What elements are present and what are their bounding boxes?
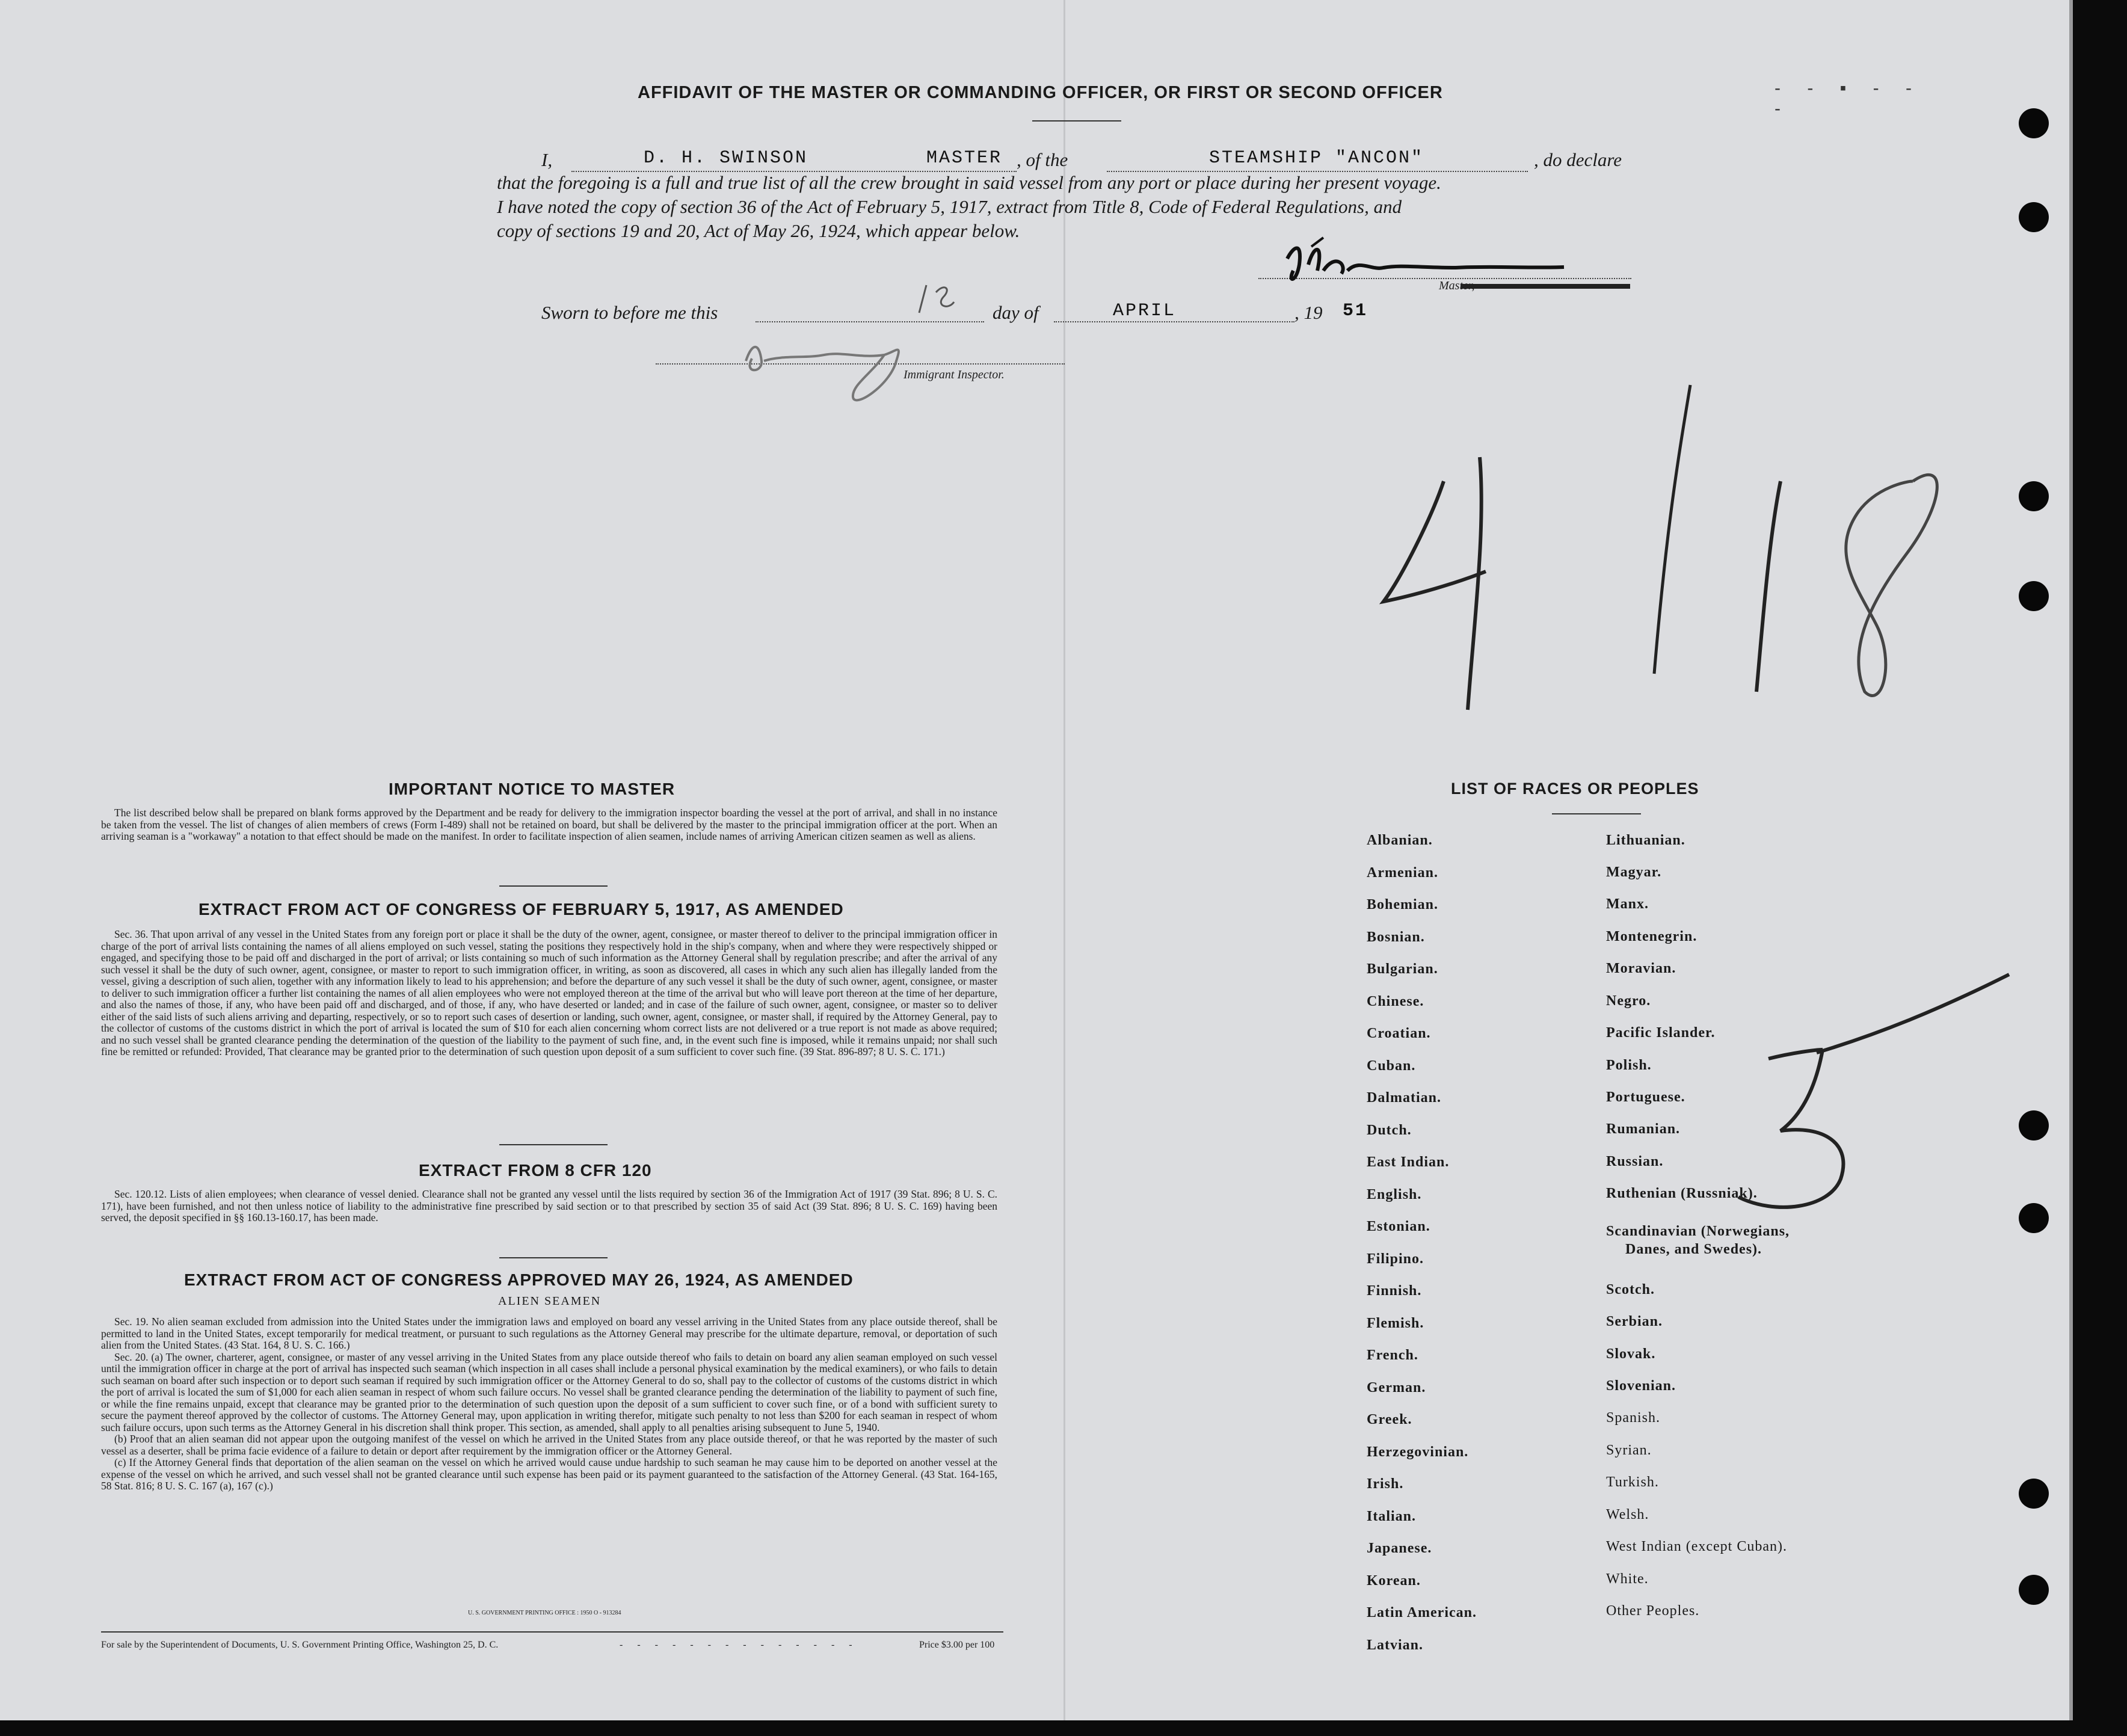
- race-item: Negro.: [1606, 993, 1651, 1009]
- footer-dashes: - - - - - - - - - - - - - -: [620, 1640, 858, 1650]
- extract-1917-title: EXTRACT FROM ACT OF CONGRESS OF FEBRUARY 5, 1917, AS AMENDED: [199, 900, 844, 919]
- sale-notice: For sale by the Superintendent of Documents, U. S. Government Printing Office, Washington 25, D. C.: [101, 1640, 499, 1650]
- sworn-year: 51: [1343, 301, 1368, 321]
- race-item: Montenegrin.: [1606, 929, 1698, 944]
- sworn-month: APRIL: [1113, 301, 1177, 321]
- race-item: Danes, and Swedes).: [1625, 1242, 1762, 1257]
- race-item: East Indian.: [1367, 1154, 1450, 1170]
- race-item: Croatian.: [1367, 1026, 1431, 1041]
- race-item: Polish.: [1606, 1057, 1652, 1073]
- notice-title: IMPORTANT NOTICE TO MASTER: [389, 780, 676, 798]
- race-item: Slovenian.: [1606, 1378, 1676, 1394]
- races-title: LIST OF RACES OR PEOPLES: [1451, 780, 1699, 798]
- race-item: West Indian (except Cuban).: [1606, 1539, 1787, 1554]
- race-item: Other Peoples.: [1606, 1603, 1700, 1619]
- sec-20b-paragraph: (b) Proof that an alien seaman did not appear upon the outgoing manifest of the vessel on which he arrived in the United States from any place outside thereof, or that he was reported by the master of such vessel as a deserter, shall be prima facie evidence of a failure to detain or deport after requirement by the immigration officer or the Attorney General.: [101, 1433, 997, 1457]
- inspector-label: Immigrant Inspector.: [903, 368, 1005, 381]
- handwritten-8: [1846, 475, 1938, 695]
- race-item: Herzegovinian.: [1367, 1444, 1469, 1460]
- decl-line-4: copy of sections 19 and 20, Act of May 26, 1924, which appear below.: [497, 220, 1020, 241]
- registration-marks: - - ▪ - - -: [1775, 78, 1922, 119]
- race-item: Dutch.: [1367, 1122, 1412, 1138]
- race-item: Estonian.: [1367, 1219, 1430, 1234]
- race-item: Ruthenian (Russniak).: [1606, 1186, 1758, 1201]
- race-item: Lithuanian.: [1606, 833, 1685, 848]
- race-item: Russian.: [1606, 1154, 1664, 1169]
- race-item: Armenian.: [1367, 864, 1438, 881]
- decl-do-declare: , do declare: [1534, 149, 1622, 170]
- notice-paragraph: The list described below shall be prepared on blank forms approved by the Department and be ready for delivery to the immigration inspector boarding the vessel at the port of arrival, and shall in no instance be taken from the vessel. The list of changes of alien members of crews (Form I-489) shall not be retained on board, but shall be delivered by the master to the principal immigration officer at the port. When an arriving seaman is a "workaway" a notation to that effect should be made on the manifest. In order to facilitate inspection of alien seamen, include names of arriving American citizen seamen as well as aliens.: [101, 807, 997, 842]
- race-item: French.: [1367, 1347, 1418, 1363]
- race-item: Moravian.: [1606, 961, 1676, 976]
- sec-20c-paragraph: (c) If the Attorney General finds that deportation of the alien seaman on the vessel on which he arrived would cause undue hardship to such seaman he may cause him to be deported on another vessel at the expense of the vessel on which he arrived, and such vessel shall not be granted clearance until such expense has been paid or its payment guaranteed to the satisfaction of the Attorney General. (43 Stat. 164-165, 58 Stat. 816; 8 U. S. C. 167 (a), 167 (c).): [101, 1456, 997, 1492]
- handwritten-4: [1384, 457, 1486, 710]
- race-item: Bosnian.: [1367, 929, 1425, 945]
- decl-line-2: that the foregoing is a full and true list of all the crew brought in said vessel from any port or place during her present voyage.: [497, 172, 1441, 193]
- signature-label: Master,: [1439, 279, 1475, 292]
- alien-seamen-subtitle: ALIEN SEAMEN: [498, 1294, 602, 1308]
- race-item: Cuban.: [1367, 1057, 1416, 1074]
- race-item: Manx.: [1606, 896, 1649, 912]
- race-item: Latin American.: [1367, 1605, 1477, 1621]
- handwritten-5: [1738, 974, 2009, 1207]
- gpo-imprint: U. S. GOVERNMENT PRINTING OFFICE : 1950 O - 913284: [468, 1610, 621, 1616]
- race-item: Italian.: [1367, 1508, 1417, 1524]
- race-item: Syrian.: [1606, 1442, 1652, 1458]
- extract-1917-paragraph: Sec. 36. That upon arrival of any vessel in the United States from any foreign port or place it shall be the duty of the owner, agent, consignee, or master thereof to deliver to the principal immigration officer in charge of the port of arrival lists containing the names of all aliens employed on such vessel, stating the positions they respectively hold in the ship's company, when and where they were respectively shipped or engaged, and specifying those to be paid off and discharged in the port of arrival; or lists containing so much of such information as the Attorney General shall by regulation prescribe; and after the arrival of any such vessel it shall be the duty of such owner, agent, consignee, or master to report to such immigration officer, in writing, as soon as discovered, all cases in which any such alien has illegally landed from the vessel, giving a description of such alien, together with any information likely to lead to his apprehension; and before the departure of any such vessel it shall be the duty of such owner, agent, consignee, or master to deliver to such immigration officer a further list containing the names of all alien employees who were not employed thereon at the time of the arrival but who will leave port thereon at the time of her departure, and also the names of those, if any, who have been paid off and discharged, and of those, if any, who have deserted or landed; and in case of the failure of such owner, agent, consignee, or master so to deliver either of the said lists of such aliens arriving and departing, respectively, or so to report such cases of desertion or landing, such owner, agent, consignee, or master shall, if required by the Attorney General, pay to the collector of customs of the customs district in which the port of arrival is located the sum of $10 for each alien concerning whom correct lists are not delivered or a true report is not made as above required; and no such vessel shall be granted clearance pending the determination of the question of the liability to the payment of such fine, and, in the event such fine is imposed, while it remains unpaid; nor shall such fine be remitted or refunded: Provided, That clearance may be granted prior to the determination of such question upon deposit of a sum sufficient to cover such fine. (39 Stat. 896-897; 8 U. S. C. 171.): [101, 928, 997, 1057]
- race-item: Bohemian.: [1367, 897, 1439, 913]
- race-item: English.: [1367, 1186, 1422, 1202]
- pen-mark: [1311, 238, 1323, 247]
- race-item: Welsh.: [1606, 1507, 1649, 1522]
- cfr-title: EXTRACT FROM 8 CFR 120: [419, 1161, 652, 1180]
- race-item: Turkish.: [1606, 1474, 1659, 1490]
- price: Price $3.00 per 100: [919, 1640, 995, 1650]
- race-item: Albanian.: [1367, 833, 1433, 848]
- extract-1924-title: EXTRACT FROM ACT OF CONGRESS APPROVED MAY 26, 1924, AS AMENDED: [184, 1270, 854, 1289]
- handwritten-1: [1756, 481, 1781, 692]
- decl-of-the: , of the: [1017, 149, 1068, 170]
- race-item: Finnish.: [1367, 1283, 1422, 1299]
- sworn-prefix: Sworn to before me this: [541, 302, 718, 323]
- race-item: White.: [1606, 1571, 1649, 1587]
- race-item: Greek.: [1367, 1412, 1412, 1427]
- affidavit-title: AFFIDAVIT OF THE MASTER OR COMMANDING OFFICER, OR FIRST OR SECOND OFFICER: [638, 83, 1443, 102]
- vessel-name: STEAMSHIP "ANCON": [1209, 148, 1424, 168]
- race-item: Filipino.: [1367, 1251, 1424, 1267]
- race-item: Japanese.: [1367, 1541, 1432, 1556]
- race-item: Chinese.: [1367, 993, 1424, 1009]
- race-item: Spanish.: [1606, 1410, 1661, 1426]
- race-item: Pacific Islander.: [1606, 1025, 1716, 1041]
- race-item: Slovak.: [1606, 1346, 1656, 1362]
- race-item: Dalmatian.: [1367, 1090, 1441, 1106]
- handwritten-slash: [1654, 385, 1690, 674]
- sec-20a-paragraph: Sec. 20. (a) The owner, charterer, agent, consignee, or master of any vessel arriving in the United States from any place outside thereof who fails to detain on board any alien seaman employed on such vessel until the immigration officer in charge at the port of arrival has inspected such seaman (which inspection in all cases shall include a personal physical examination by the medical examiners), or who fails to detain such seaman on board after such inspection or to deport such seaman if required by such immigration officer or the Attorney General to do so, shall pay to the collector of customs of the customs district in which the port of arrival is located the sum of $1,000 for each alien seaman in respect of whom such failure occurs. No vessel shall be granted clearance pending the determination of the liability to payment of such fine, or while the fine remains unpaid, except that clearance may be granted prior to the determination of such question upon the deposit of a sum sufficient to cover such fine, or of a bond with sufficient surety to secure the payment thereof approved by the collector of customs. The Attorney General may, upon application in writing therefor, mitigate such penalty to not less than $200 for each seaman in respect of whom such failure occurs, upon such terms as the Attorney General in his discretion shall think proper. This section, as amended, shall apply to all penalties arising subsequent to June 5, 1940.: [101, 1350, 997, 1433]
- race-item: Serbian.: [1606, 1314, 1663, 1329]
- race-item: Magyar.: [1606, 864, 1662, 880]
- master-name: D. H. SWINSON: [644, 148, 808, 168]
- race-item: Portuguese.: [1606, 1089, 1685, 1105]
- race-item: Latvian.: [1367, 1637, 1424, 1653]
- day-handwriting: [919, 285, 954, 313]
- sec-19-paragraph: Sec. 19. No alien seaman excluded from admission into the United States under the immigration laws and employed on board any vessel arriving in the United States from any place outside thereof, shall be permitted to land in the United States, except temporarily for medical treatment, or pursuant to such regulations as the Attorney General may prescribe for the ultimate departure, removal, or deportation of such alien from the United States. (43 Stat. 164, 8 U. S. C. 166.): [101, 1316, 997, 1351]
- race-item: Irish.: [1367, 1476, 1404, 1492]
- decl-i: I,: [541, 149, 553, 170]
- race-item: Bulgarian.: [1367, 961, 1438, 977]
- race-item: Rumanian.: [1606, 1121, 1681, 1137]
- inspector-signature: [746, 347, 899, 401]
- race-item: Flemish.: [1367, 1315, 1424, 1331]
- race-item: Korean.: [1367, 1572, 1421, 1589]
- master-signature: [1287, 248, 1564, 279]
- decl-line-3: I have noted the copy of section 36 of the Act of February 5, 1917, extract from Title 8, Code of Federal Regulations, and: [497, 196, 1402, 217]
- race-item: Scotch.: [1606, 1282, 1655, 1297]
- day-of-label: day of: [993, 302, 1039, 323]
- master-rank: MASTER: [926, 148, 1003, 168]
- cfr-paragraph: Sec. 120.12. Lists of alien employees; when clearance of vessel denied. Clearance shall not be granted any vessel until the lists required by section 36 of the Immigration Act of 1917 (39 Stat. 896; 8 U. S. C. 171), have been furnished, and not then unless notice of liability to the administrative fine prescribed by said section or to that prescribed by section 35 of said Act (39 Stat. 896; 8 U. S. C. 169) having been served, the deposit specified in §§ 160.13-160.17, has been made.: [101, 1188, 997, 1224]
- race-item: Scandinavian (Norwegians,: [1606, 1224, 1790, 1239]
- race-item: German.: [1367, 1379, 1426, 1396]
- year-prefix: , 19: [1294, 302, 1323, 323]
